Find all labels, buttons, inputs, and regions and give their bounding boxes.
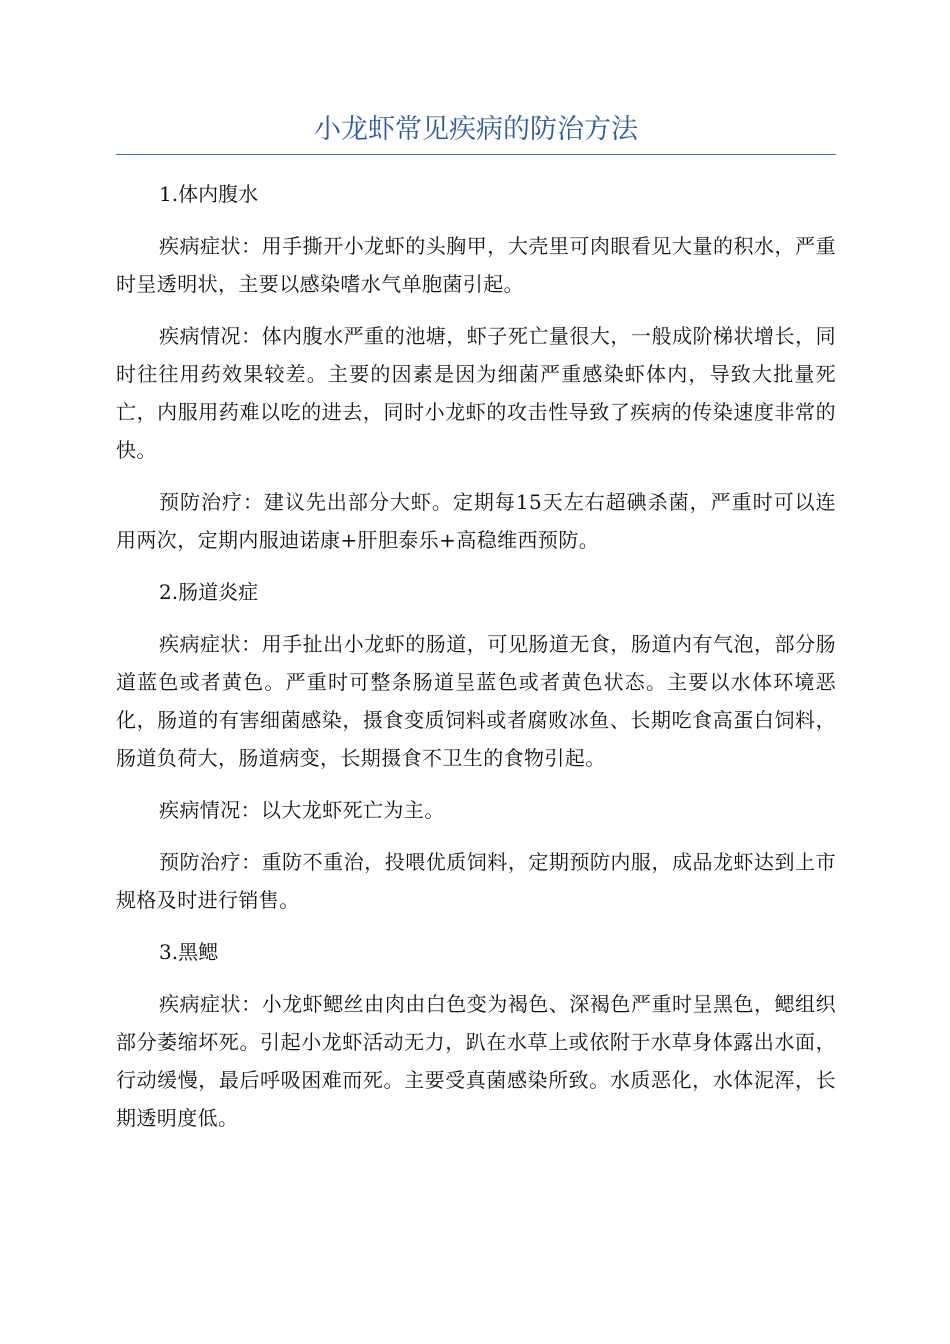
- section-heading: 3.黑鳃: [159, 940, 219, 964]
- section-3: [116, 933, 836, 1137]
- paragraph-symptoms: 疾病症状：小龙虾鳃丝由肉由白色变为褐色、深褐色严重时呈黑色，鳃组织部分萎缩坏死。引起小龙虾活动无力，趴在水草上或依附于水草身体露出水面，行动缓慢，最后呼吸困难而死。主要受真菌感染所致。水质恶化，水体泥浑，长期透明度低。: [116, 992, 836, 1130]
- section-1: [116, 175, 836, 559]
- page-title: 小龙虾常见疾病的防治方法: [116, 110, 836, 155]
- paragraph-situation: 疾病情况：体内腹水严重的池塘，虾子死亡量很大，一般成阶梯状增长，同时往往用药效果较差。主要的因素是因为细菌严重感染虾体内，导致大批量死亡，内服用药难以吃的进去，同时小龙虾的攻击性导致了疾病的传染速度非常的快。: [116, 324, 836, 462]
- section-2: [116, 573, 836, 919]
- paragraph-treatment: 预防治疗：建议先出部分大虾。定期每15天左右超碘杀菌，严重时可以连用两次，定期内服迪诺康+肝胆泰乐+高稳维西预防。: [116, 490, 836, 552]
- section-heading: 2.肠道炎症: [159, 580, 259, 604]
- paragraph-symptoms: 疾病症状：用手撕开小龙虾的头胸甲，大壳里可肉眼看见大量的积水，严重时呈透明状，主要以感染嗜水气单胞菌引起。: [116, 234, 836, 296]
- paragraph-treatment: 预防治疗：重防不重治，投喂优质饲料，定期预防内服，成品龙虾达到上市规格及时进行销售。: [116, 850, 836, 912]
- paragraph-situation: 疾病情况：以大龙虾死亡为主。: [159, 798, 445, 822]
- paragraph-symptoms: 疾病症状：用手扯出小龙虾的肠道，可见肠道无食，肠道内有气泡，部分肠道蓝色或者黄色。严重时可整条肠道呈蓝色或者黄色状态。主要以水体环境恶化，肠道的有害细菌感染，摄食变质饲料或者腐败冰鱼、长期吃食高蛋白饲料，肠道负荷大，肠道病变，长期摄食不卫生的食物引起。: [116, 632, 836, 770]
- section-heading: 1.体内腹水: [159, 182, 259, 206]
- document-page: [116, 110, 836, 1151]
